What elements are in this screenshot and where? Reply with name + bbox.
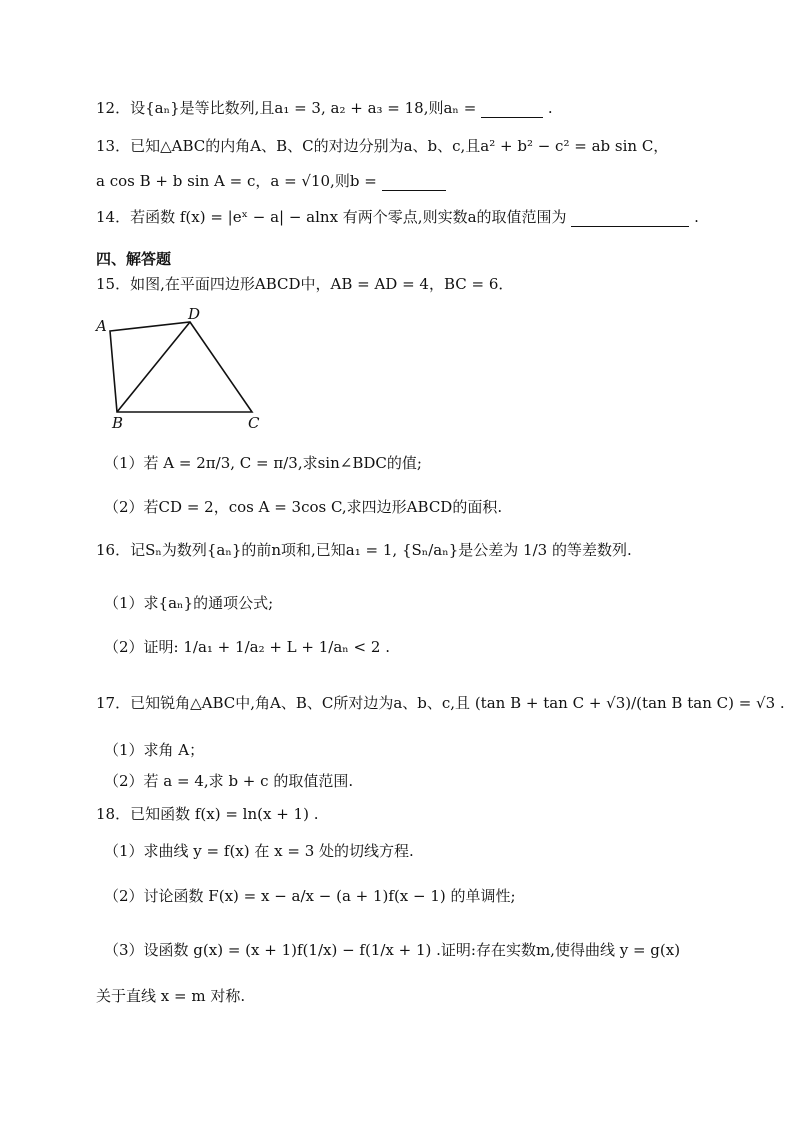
question-16-stem: 16．记Sₙ为数列{aₙ}的前n项和,已知a₁ = 1, {Sₙ/aₙ}是公差为 1/3 的等差数列. [96,541,632,559]
problem-14 [96,207,699,227]
quadrilateral-outline [110,322,252,412]
question-16-part-1: （1）求{aₙ}的通项公式; [104,594,274,612]
question-15-part-1: （1）若 A = 2π/3, C = π/3,求sin∠BDC的值; [104,454,422,472]
problem-13-line-1: 13．已知△ABC的内角A、B、C的对边分别为a、b、c,且a² + b² − c² = ab sin C， [96,137,669,155]
question-18-stem: 18．已知函数 f(x) = ln(x + 1) . [96,805,319,823]
vertex-label-c: C [248,414,260,432]
section-heading: 四、解答题 [96,250,172,268]
answer-blank [481,103,543,118]
problem-12 [96,98,553,118]
question-17-stem: 17．已知锐角△ABC中,角A、B、C所对边为a、b、c,且 (tan B + tan C + √3)/(tan B tan C) = √3 . [96,694,785,712]
question-15-stem: 15．如图,在平面四边形ABCD中，AB = AD = 4，BC = 6． [96,275,514,293]
problem-13-line-2 [96,171,446,191]
question-17-part-1: （1）求角 A； [104,741,205,759]
problem-14-text: 14．若函数 f(x) = |eˣ − a| − alnx 有两个零点,则实数a的取值范围为 [96,208,567,226]
quadrilateral-figure [92,304,272,432]
problem-12-end: . [547,99,553,117]
question-15-part-2: （2）若CD = 2，cos A = 3cos C,求四边形ABCD的面积. [104,498,503,516]
question-16-part-2: （2）证明: 1/a₁ + 1/a₂ + L + 1/aₙ < 2 . [104,638,390,656]
question-18-part-3-continued: 关于直线 x = m 对称. [96,987,246,1005]
problem-13-text: a cos B + b sin A = c，a = √10,则b = [96,172,377,190]
answer-blank [571,212,689,227]
vertex-label-d: D [188,305,201,323]
diagonal-bd [117,322,190,412]
question-18-part-3: （3）设函数 g(x) = (x + 1)f(1/x) − f(1/x + 1) .证明:存在实数m,使得曲线 y = g(x) [104,941,681,959]
problem-12-text: 12．设{aₙ}是等比数列,且a₁ = 3, a₂ + a₃ = 18,则aₙ = [96,99,477,117]
question-17-part-2: （2）若 a = 4,求 b + c 的取值范围. [104,772,354,790]
vertex-label-b: B [112,414,124,432]
problem-14-end: . [694,208,699,226]
answer-blank [382,176,446,191]
vertex-label-a: A [96,317,107,335]
question-18-part-1: （1）求曲线 y = f(x) 在 x = 3 处的切线方程. [104,842,414,860]
question-18-part-2: （2）讨论函数 F(x) = x − a/x − (a + 1)f(x − 1) 的单调性; [104,887,516,905]
